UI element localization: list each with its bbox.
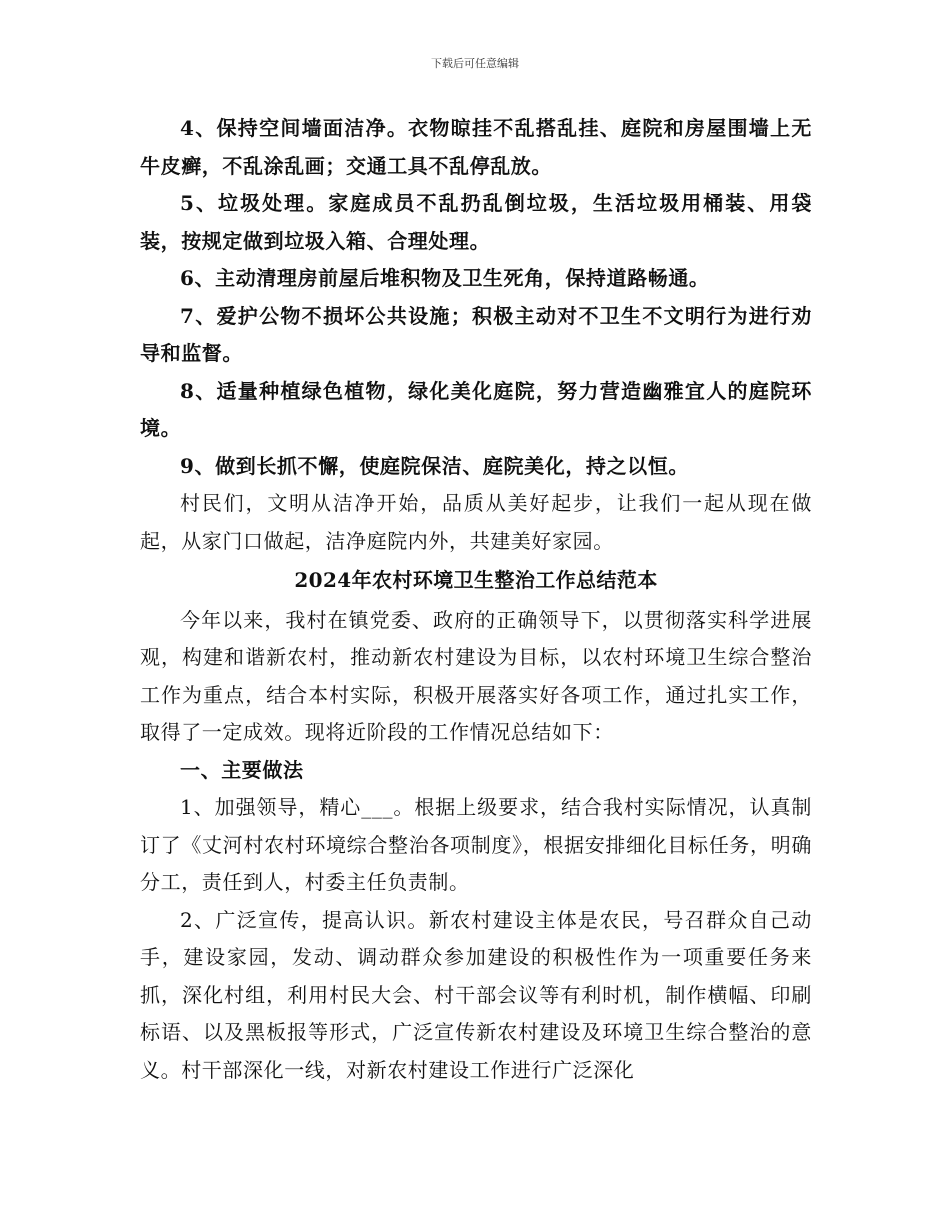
doc-title: 2024年农村环境卫生整治工作总结范本 xyxy=(294,568,658,592)
bold-item-9: 9、做到长抓不懈，使庭院保洁、庭院美化，持之以恒。 xyxy=(180,453,689,478)
closing-paragraph: 村民们，文明从洁净开始，品质从美好起步，让我们一起从现在做起，从家门口做起，洁净庭院内外，共建美好家园。 xyxy=(140,491,812,553)
body-paragraph-2: 2、广泛宣传，提高认识。新农村建设主体是农民，号召群众自己动手，建设家园，发动、调动群众参加建设的积极性作为一项重要任务来抓，深化村组，利用村民大会、村干部会议等有利时机，制作横幅、印刷标语、以及黑板报等形式，广泛宣传新农村建设及环境卫生综合整治的意义。村干部深化一线，对新农村建设工作进行广泛深化 xyxy=(140,907,812,1082)
bold-item-5: 5、垃圾处理。家庭成员不乱扔乱倒垃圾，生活垃圾用桶装、用袋装，按规定做到垃圾入箱、合理处理。 xyxy=(140,191,812,253)
section-heading: 一、主要做法 xyxy=(180,757,304,782)
document-body xyxy=(140,110,812,1089)
bold-item-7: 7、爱护公物不损坏公共设施；积极主动对不卫生不文明行为进行劝导和监督。 xyxy=(140,303,812,365)
bold-item-8: 8、适量种植绿色植物，绿化美化庭院，努力营造幽雅宜人的庭院环境。 xyxy=(140,378,812,440)
bold-item-6: 6、主动清理房前屋后堆积物及卫生死角，保持道路畅通。 xyxy=(180,266,710,290)
bold-item-4: 4、保持空间墙面洁净。衣物晾挂不乱搭乱挂、庭院和房屋围墙上无牛皮癣，不乱涂乱画；交通工具不乱停乱放。 xyxy=(140,116,812,178)
header-note: 下载后可任意编辑 xyxy=(431,57,519,70)
intro-paragraph: 今年以来，我村在镇党委、政府的正确领导下，以贯彻落实科学进展观，构建和谐新农村，推动新农村建设为目标，以农村环境卫生综合整治工作为重点，结合本村实际，积极开展落实好各项工作，通过扎实工作，取得了一定成效。现将近阶段的工作情况总结如下： xyxy=(140,607,812,744)
body-paragraph-1: 1、加强领导，精心___。根据上级要求，结合我村实际情况，认真制订了《丈河村农村环境综合整治各项制度》，根据安排细化目标任务，明确分工，责任到人，村委主任负责制。 xyxy=(140,795,812,894)
